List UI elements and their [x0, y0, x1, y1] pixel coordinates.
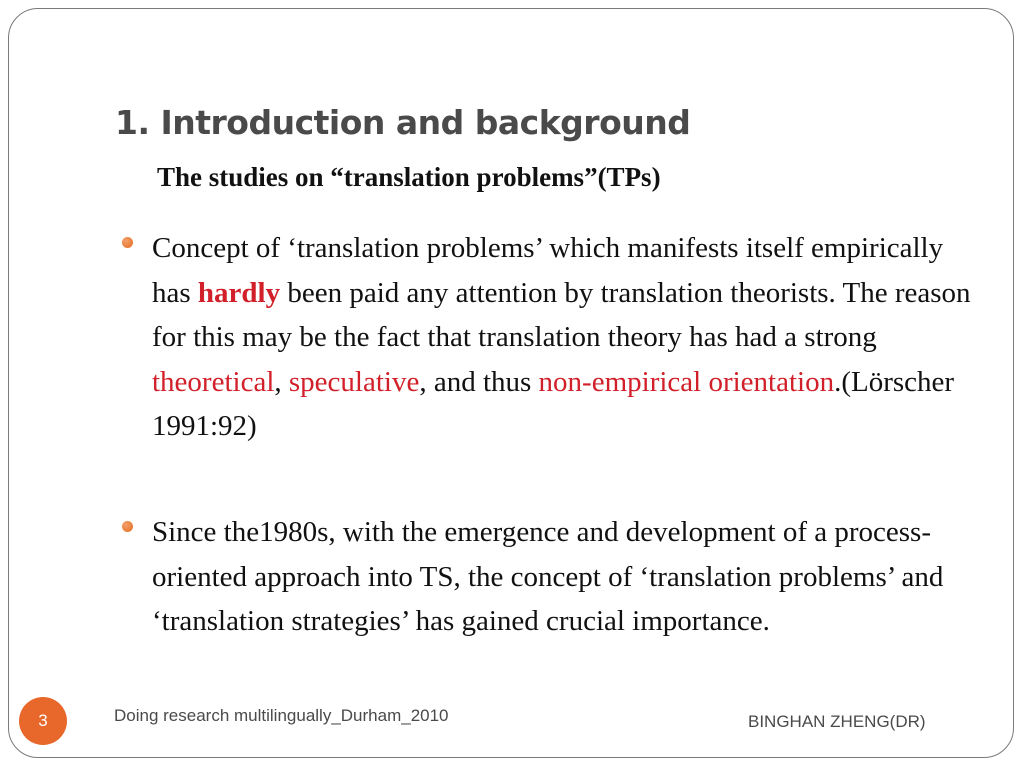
- bullet-1-highlight-speculative: speculative: [288, 365, 420, 398]
- slide-title: 1. Introduction and background: [115, 103, 691, 142]
- bullet-1-highlight-hardly: hardly: [197, 276, 281, 309]
- bullet-text-2: Since the1980s, with the emergence and development of a process-oriented approach into TS, the concept of ‘translation problems’ and ‘translation strategies’ has gained crucial importance.: [152, 516, 944, 637]
- bullet-1-text-part: ,: [274, 365, 289, 398]
- footer-left-text: Doing research multilingually_Durham_2010: [114, 706, 449, 725]
- bullet-1-text-part: , and thus: [419, 365, 539, 398]
- bullet-item-1: [122, 226, 982, 446]
- page-number-badge: 3: [19, 697, 67, 745]
- bullet-1-text-part: Concept of ‘translation problems’ which manifests itself empirically has: [152, 232, 944, 309]
- footer-right-text: BINGHAN ZHENG(DR): [748, 712, 926, 731]
- bullet-1-text-part: been paid any attention by translation theorists. The reason for this may be the fact that translation theory has had a strong: [152, 276, 971, 353]
- bullet-item-2: [122, 510, 982, 690]
- bullet-1-highlight-theoretical: theoretical: [152, 365, 275, 398]
- bullet-dot-icon: [122, 521, 133, 532]
- bullet-1-highlight-non-empirical: non-empirical orientation: [538, 365, 835, 398]
- bullet-text-1: [152, 226, 977, 449]
- bullet-1-text-part: .(Lörscher 1991:92): [152, 365, 955, 442]
- bullet-dot-icon: [122, 237, 133, 248]
- slide-subtitle: The studies on “translation problems”(TPs): [157, 162, 661, 192]
